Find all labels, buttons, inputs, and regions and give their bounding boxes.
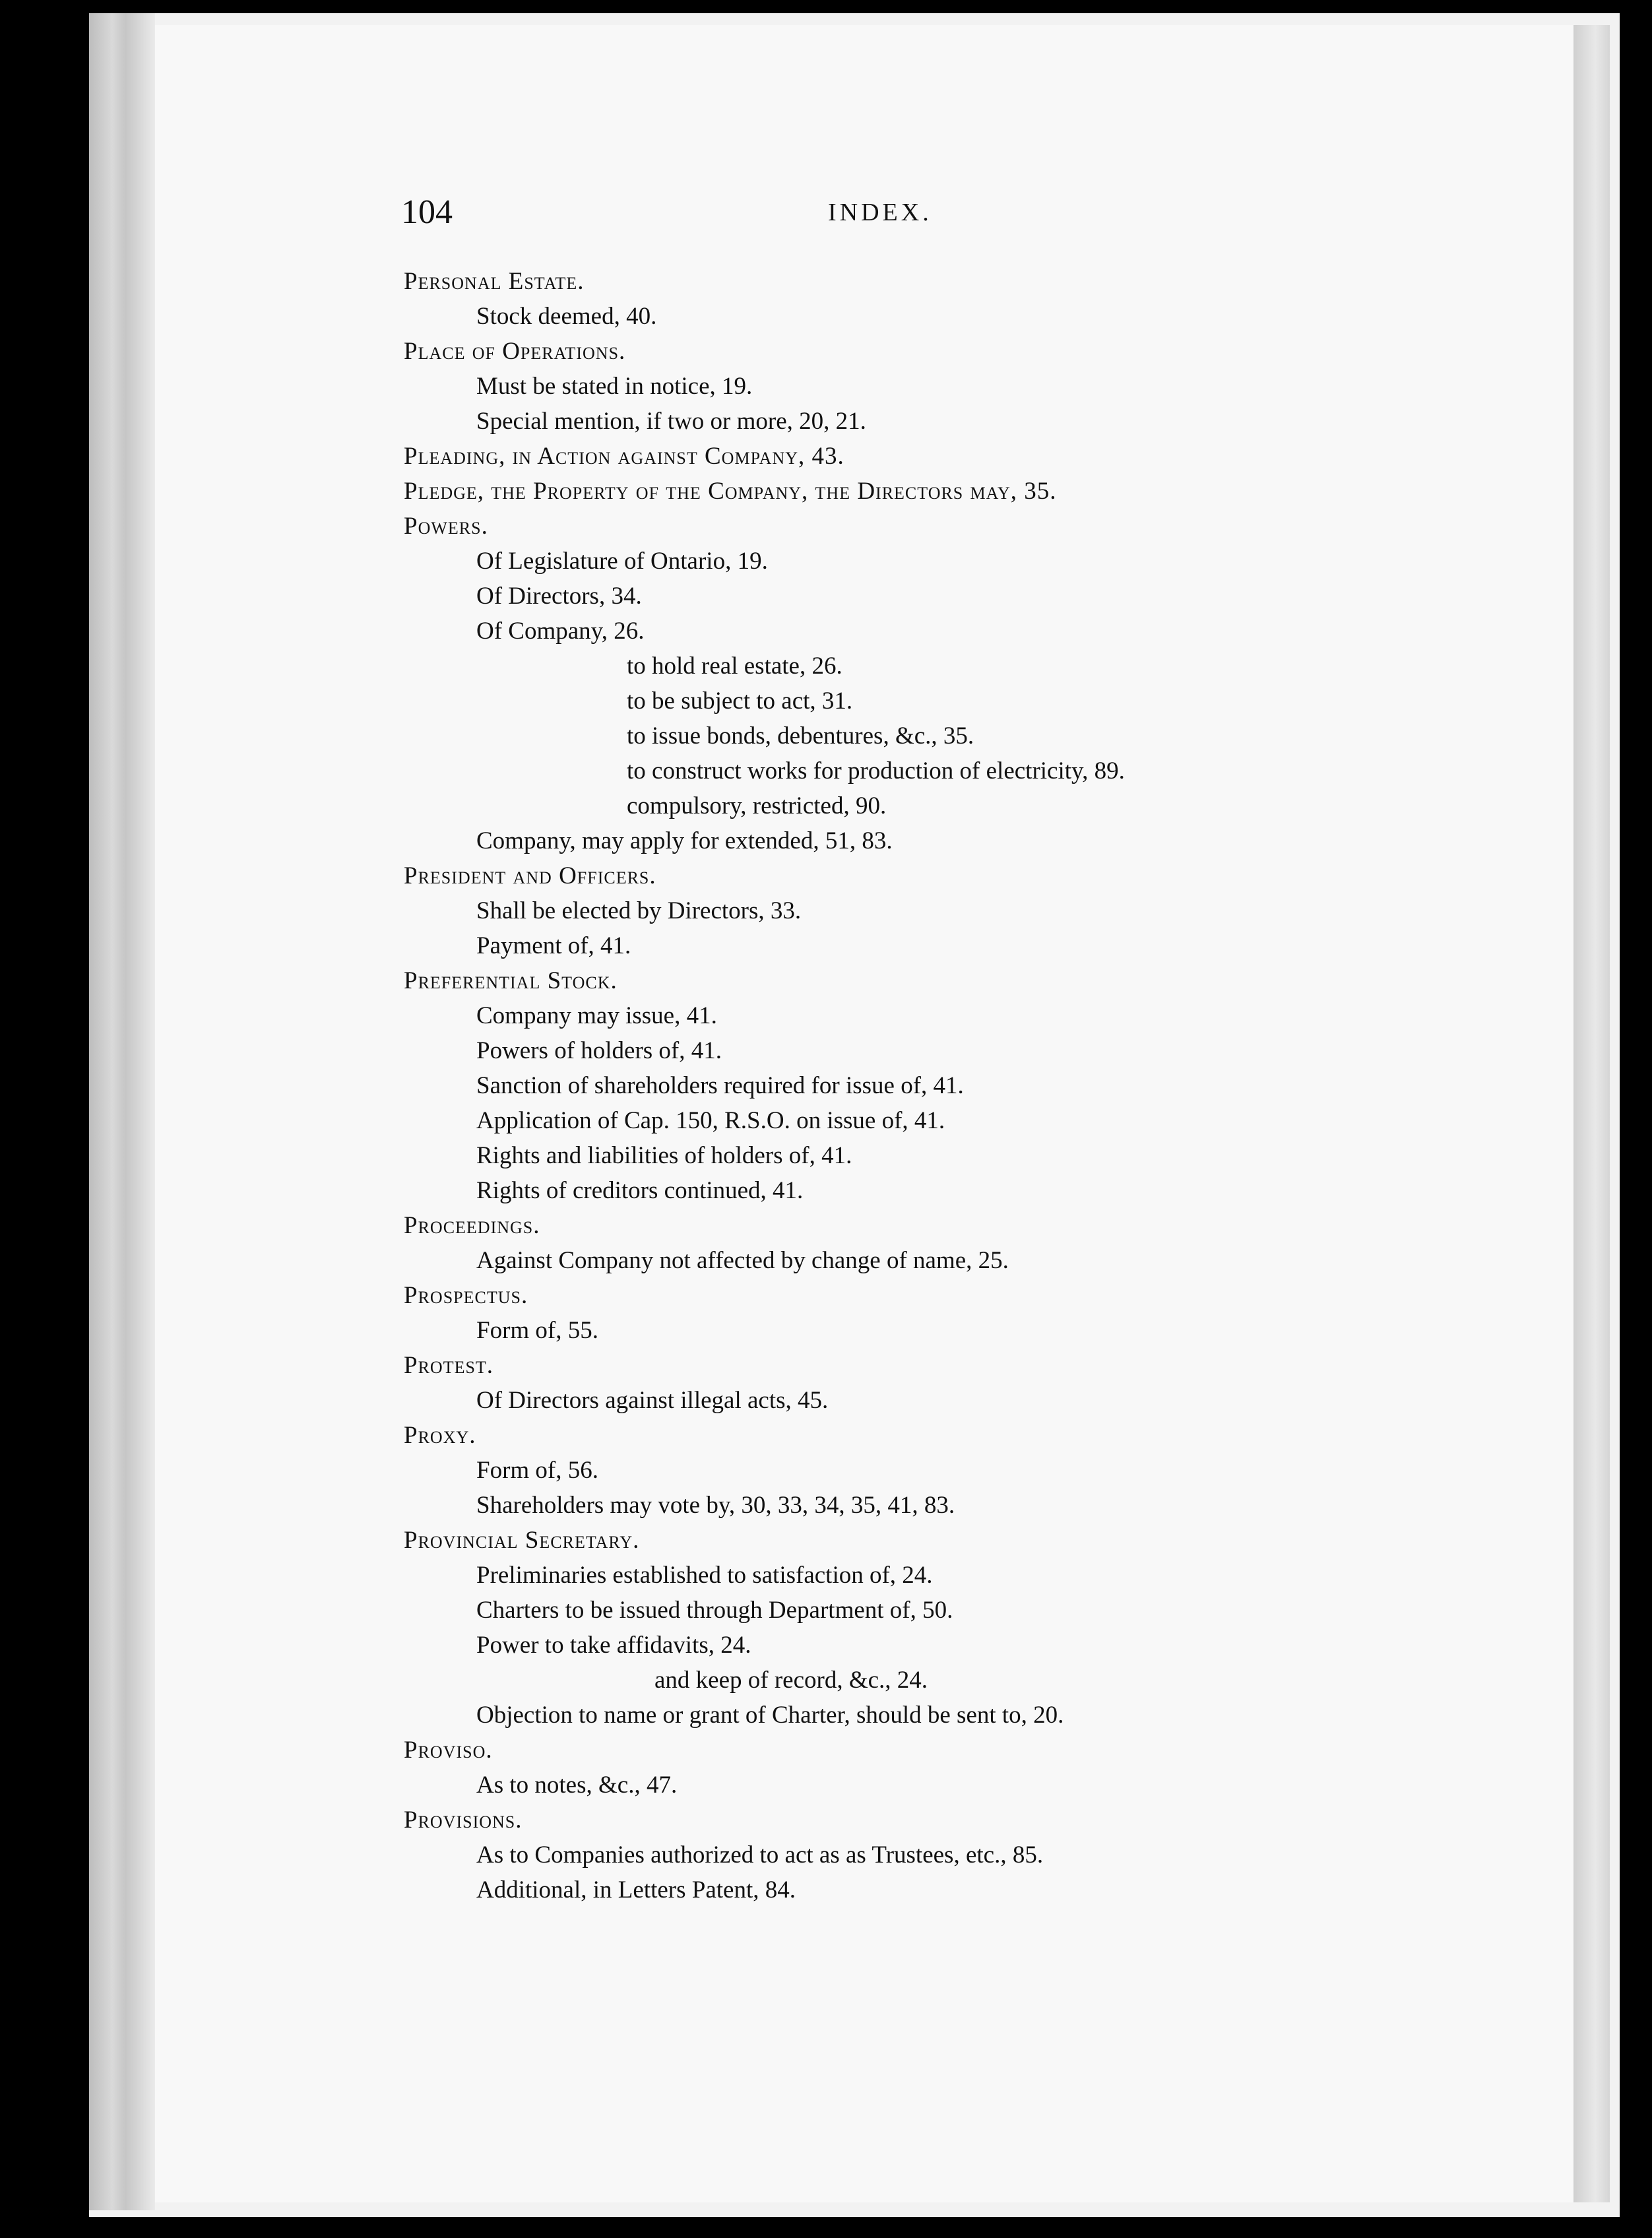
index-subentry: As to notes, &c., 47.: [476, 1772, 678, 1799]
index-heading: Provincial Secretary.: [404, 1527, 640, 1554]
index-subentry: Powers of holders of, 41.: [476, 1037, 722, 1064]
index-subsubentry: to construct works for production of electricity, 89.: [627, 757, 1125, 784]
index-subentry: Company may issue, 41.: [476, 1002, 717, 1029]
index-subentry: Rights of creditors continued, 41.: [476, 1177, 804, 1204]
index-subentry: Power to take affidavits, 24.: [476, 1632, 751, 1659]
index-heading: Personal Estate.: [404, 268, 585, 295]
index-subentry: Payment of, 41.: [476, 932, 631, 959]
index-subsubentry: and keep of record, &c., 24.: [654, 1667, 928, 1694]
running-head: INDEX.: [828, 199, 932, 226]
index-heading: Prospectus.: [404, 1282, 528, 1309]
index-subentry: Sanction of shareholders required for issue of, 41.: [476, 1072, 964, 1099]
index-subsubentry: to be subject to act, 31.: [627, 687, 853, 715]
index-heading: Pledge, the Property of the Company, the Directors may, 35.: [404, 478, 1057, 505]
index-subentry: Application of Cap. 150, R.S.O. on issue of, 41.: [476, 1107, 945, 1134]
index-subsubentry: to hold real estate, 26.: [627, 653, 842, 680]
index-subentry: Of Legislature of Ontario, 19.: [476, 548, 768, 575]
index-subentry: Against Company not affected by change of name, 25.: [476, 1247, 1009, 1274]
index-subentry: Form of, 56.: [476, 1457, 598, 1484]
index-subentry: Preliminaries established to satisfaction of, 24.: [476, 1562, 933, 1589]
page-gutter: [89, 13, 155, 2210]
index-heading: Powers.: [404, 513, 488, 540]
index-subentry: Of Company, 26.: [476, 618, 645, 645]
index-heading: Place of Operations.: [404, 338, 626, 365]
page-number: 104: [401, 193, 453, 231]
index-subentry: Objection to name or grant of Charter, should be sent to, 20.: [476, 1702, 1064, 1729]
index-subentry: Must be stated in notice, 19.: [476, 373, 753, 400]
index-subentry: As to Companies authorized to act as as Trustees, etc., 85.: [476, 1841, 1044, 1869]
index-heading: President and Officers.: [404, 862, 656, 889]
index-subentry: Of Directors, 34.: [476, 583, 642, 610]
index-heading: Protest.: [404, 1352, 494, 1379]
index-heading: Proviso.: [404, 1737, 493, 1764]
index-subentry: Stock deemed, 40.: [476, 303, 657, 330]
index-list: [404, 264, 1512, 1907]
index-subentry: Charters to be issued through Department of, 50.: [476, 1597, 953, 1624]
index-subentry: Additional, in Letters Patent, 84.: [476, 1876, 796, 1903]
index-subentry: Shareholders may vote by, 30, 33, 34, 35, 41, 83.: [476, 1492, 955, 1519]
index-subsubentry: compulsory, restricted, 90.: [627, 792, 887, 819]
index-heading: Provisions.: [404, 1806, 523, 1834]
page-edge-right: [1573, 25, 1610, 2202]
index-heading: Proceedings.: [404, 1212, 540, 1239]
index-subentry: Shall be elected by Directors, 33.: [476, 897, 802, 924]
index-subentry: Form of, 55.: [476, 1317, 598, 1344]
index-subentry: Rights and liabilities of holders of, 41.: [476, 1142, 852, 1169]
index-subentry: Company, may apply for extended, 51, 83.: [476, 827, 893, 854]
index-subentry: Special mention, if two or more, 20, 21.: [476, 408, 866, 435]
index-heading: Preferential Stock.: [404, 967, 618, 994]
index-subsubentry: to issue bonds, debentures, &c., 35.: [627, 722, 974, 750]
index-heading: Proxy.: [404, 1422, 476, 1449]
index-heading: Pleading, in Action against Company, 43.: [404, 443, 844, 470]
index-subentry: Of Directors against illegal acts, 45.: [476, 1387, 829, 1414]
